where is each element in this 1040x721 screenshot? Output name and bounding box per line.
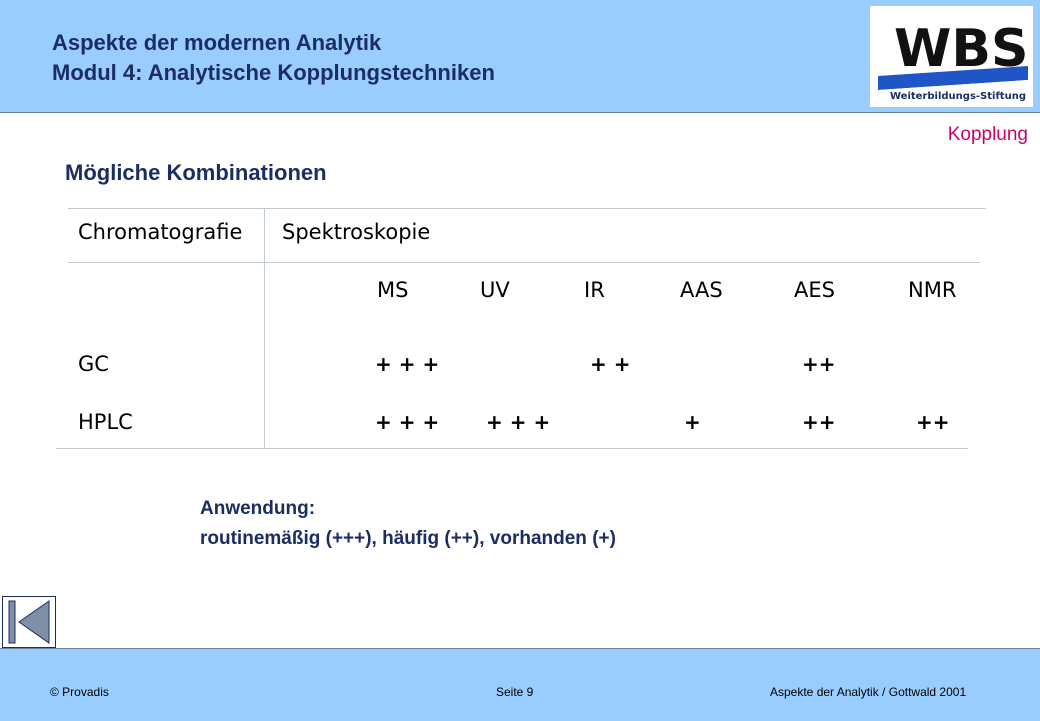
method-uv: UV xyxy=(480,278,510,302)
logo-letters: WBS xyxy=(894,19,1029,79)
slide-heading: Mögliche Kombinationen xyxy=(65,160,327,185)
row-label-gc: GC xyxy=(78,352,109,376)
wbs-logo xyxy=(870,6,1033,107)
gc-ms-rating: + + + xyxy=(375,352,440,376)
presentation-title: Aspekte der modernen Analytik xyxy=(52,30,382,55)
method-nmr: NMR xyxy=(908,278,957,302)
hplc-aes-rating: ++ xyxy=(802,410,836,434)
footer-band xyxy=(0,648,1040,721)
legend-description: routinemäßig (+++), häufig (++), vorhanden (+) xyxy=(200,528,616,549)
table-bottom-rule xyxy=(56,448,968,449)
table-header-rule xyxy=(68,262,980,263)
footer-source: Aspekte der Analytik / Gottwald 2001 xyxy=(770,685,967,699)
hplc-nmr-rating: ++ xyxy=(916,410,950,434)
header-band xyxy=(0,0,1040,113)
footer-copyright: © Provadis xyxy=(50,685,109,699)
section-label: Kopplung xyxy=(947,124,1028,145)
footer-page-number: Seite 9 xyxy=(496,685,534,699)
module-title: Modul 4: Analytische Kopplungstechniken xyxy=(52,60,495,85)
header-spectroscopy: Spektroskopie xyxy=(282,220,431,244)
skip-to-start-icon xyxy=(3,597,55,647)
hplc-aas-rating: + xyxy=(684,410,701,434)
hplc-uv-rating: + + + xyxy=(486,410,551,434)
method-ms: MS xyxy=(377,278,409,302)
gc-ir-rating: + + xyxy=(590,352,631,376)
hplc-ms-rating: + + + xyxy=(375,410,440,434)
method-aas: AAS xyxy=(680,278,723,302)
first-slide-button[interactable] xyxy=(2,596,56,648)
row-label-hplc: HPLC xyxy=(78,410,133,434)
method-ir: IR xyxy=(584,278,605,302)
header-chromatography: Chromatografie xyxy=(78,220,243,244)
method-aes: AES xyxy=(794,278,835,302)
legend-title: Anwendung: xyxy=(200,498,316,519)
table-top-rule xyxy=(68,208,986,209)
gc-aes-rating: ++ xyxy=(802,352,836,376)
table-column-divider xyxy=(264,208,265,448)
logo-subtitle: Weiterbildungs-Stiftung xyxy=(890,91,1026,102)
